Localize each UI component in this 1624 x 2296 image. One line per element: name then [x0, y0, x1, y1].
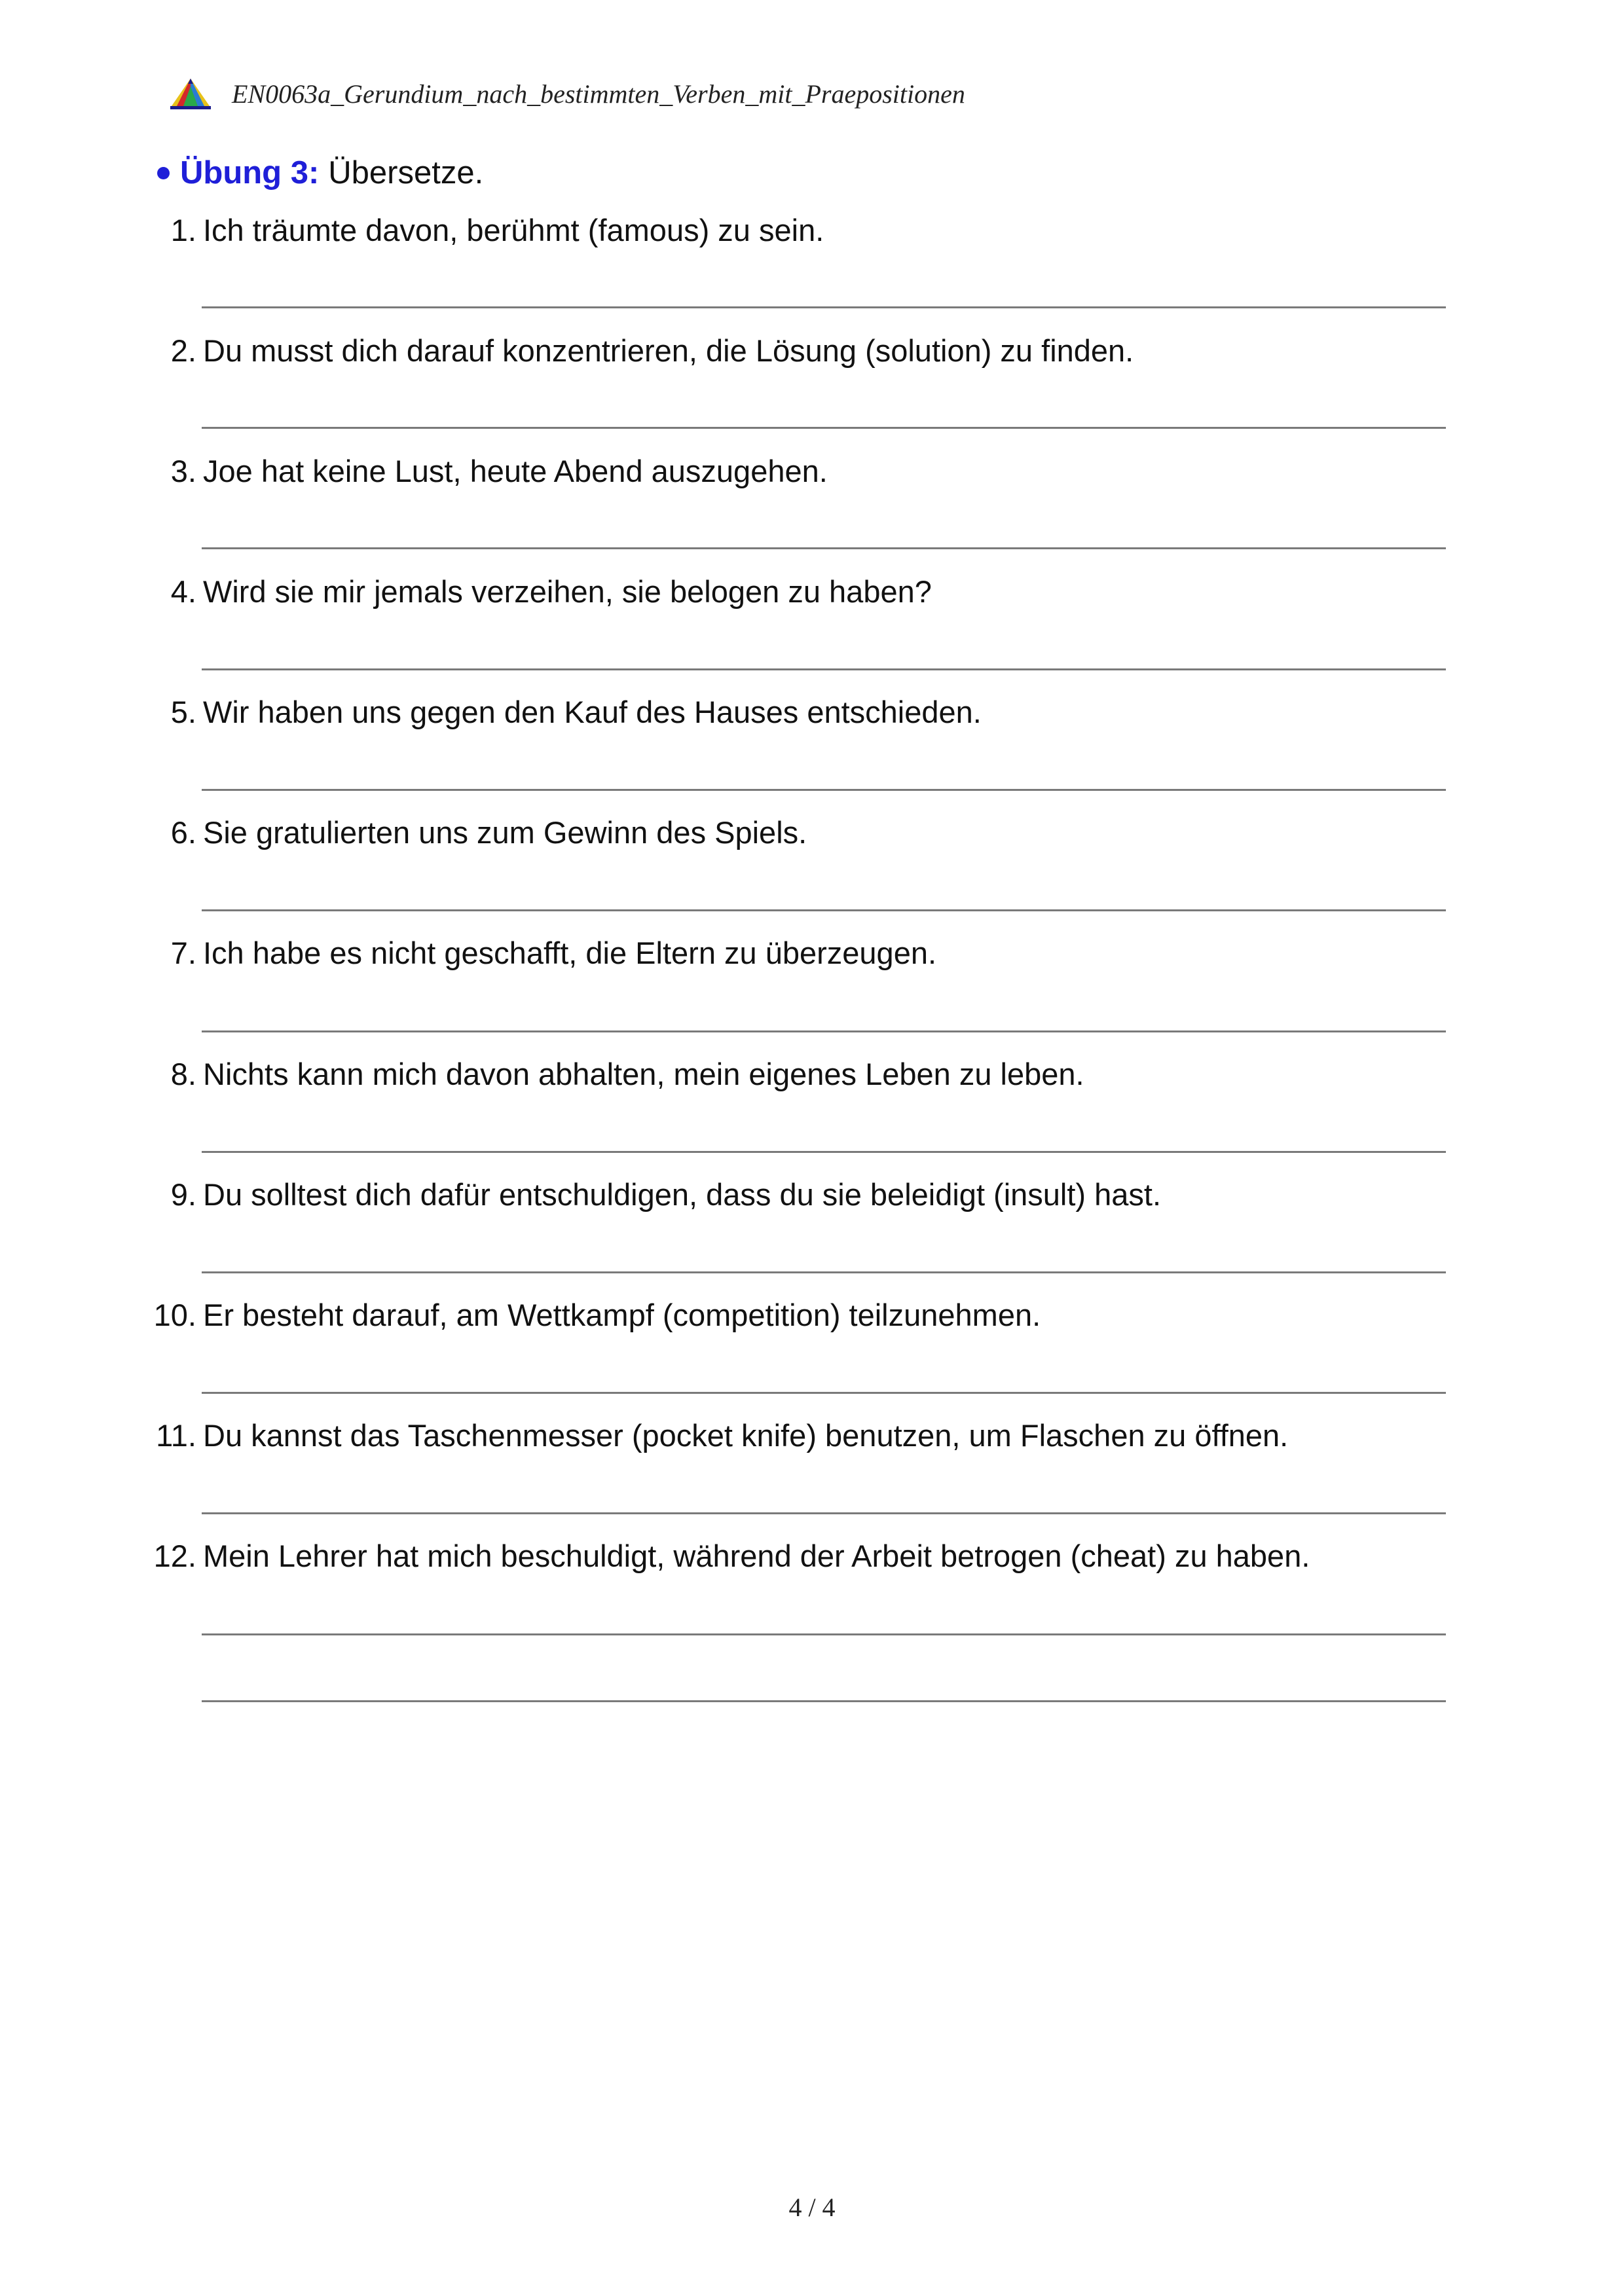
answer-line[interactable] [202, 909, 1446, 911]
item-text: Ich träumte davon, berühmt (famous) zu sein. [203, 213, 824, 247]
answer-line[interactable] [202, 1271, 1446, 1273]
answer-line[interactable] [202, 1700, 1446, 1702]
exercise-item [0, 331, 1624, 453]
answer-line[interactable] [202, 547, 1446, 549]
item-text: Mein Lehrer hat mich beschuldigt, während der Arbeit betrogen (cheat) zu haben. [203, 1539, 1310, 1573]
exercise-item [0, 452, 1624, 574]
answer-line[interactable] [202, 1633, 1446, 1635]
item-text: Du solltest dich dafür entschuldigen, dass du sie beleidigt (insult) hast. [203, 1177, 1162, 1212]
page-header [169, 71, 965, 117]
exercise-item [0, 1296, 1624, 1417]
item-number: 5. [170, 695, 196, 729]
exercise-heading [157, 155, 483, 191]
item-text: Wir haben uns gegen den Kauf des Hauses entschieden. [203, 695, 982, 729]
item-text: Du kannst das Taschenmesser (pocket knife) benutzen, um Flaschen zu öffnen. [203, 1418, 1289, 1453]
page-number: 4 / 4 [788, 2193, 836, 2222]
exercise-item [0, 693, 1624, 814]
answer-line[interactable] [202, 1392, 1446, 1394]
item-number: 7. [170, 936, 196, 970]
item-number: 2. [170, 333, 196, 368]
answer-line[interactable] [202, 1151, 1446, 1153]
item-number: 10. [153, 1298, 196, 1332]
bullet-icon [157, 167, 170, 179]
answer-line[interactable] [202, 789, 1446, 791]
document-title: EN0063a_Gerundium_nach_bestimmten_Verben_mit_Praepositionen [232, 79, 965, 109]
item-text: Nichts kann mich davon abhalten, mein eigenes Leben zu leben. [203, 1057, 1084, 1091]
exercise-instruction: Übersetze. [328, 155, 484, 191]
item-number: 9. [170, 1177, 196, 1212]
item-text: Joe hat keine Lust, heute Abend auszugehen. [203, 454, 828, 488]
exercise-item [0, 813, 1624, 935]
exercise-item [0, 572, 1624, 694]
answer-line[interactable] [202, 306, 1446, 308]
item-text: Wird sie mir jemals verzeihen, sie belogen zu haben? [203, 574, 932, 609]
exercise-item [0, 934, 1624, 1055]
item-text: Er besteht darauf, am Wettkampf (competition) teilzunehmen. [203, 1298, 1041, 1332]
item-number: 3. [170, 454, 196, 488]
item-text: Du musst dich darauf konzentrieren, die Lösung (solution) zu finden. [203, 333, 1134, 368]
exercise-item [0, 1537, 1624, 1658]
item-number: 8. [170, 1057, 196, 1091]
item-text: Sie gratulierten uns zum Gewinn des Spiels. [203, 815, 807, 850]
item-number: 11. [156, 1418, 196, 1453]
exercise-item [0, 1055, 1624, 1176]
item-number: 12. [153, 1539, 196, 1573]
exercise-item [0, 211, 1624, 333]
colorful-tent-logo-icon [169, 77, 212, 110]
item-number: 1. [170, 213, 196, 247]
item-text: Ich habe es nicht geschafft, die Eltern zu überzeugen. [203, 936, 937, 970]
answer-line[interactable] [202, 427, 1446, 429]
exercise-item [0, 1175, 1624, 1297]
exercise-label: Übung 3: [180, 155, 320, 191]
answer-line[interactable] [202, 1512, 1446, 1514]
item-number: 4. [170, 574, 196, 609]
answer-line[interactable] [202, 1030, 1446, 1032]
answer-line[interactable] [202, 668, 1446, 670]
item-number: 6. [170, 815, 196, 850]
exercise-item [0, 1416, 1624, 1538]
